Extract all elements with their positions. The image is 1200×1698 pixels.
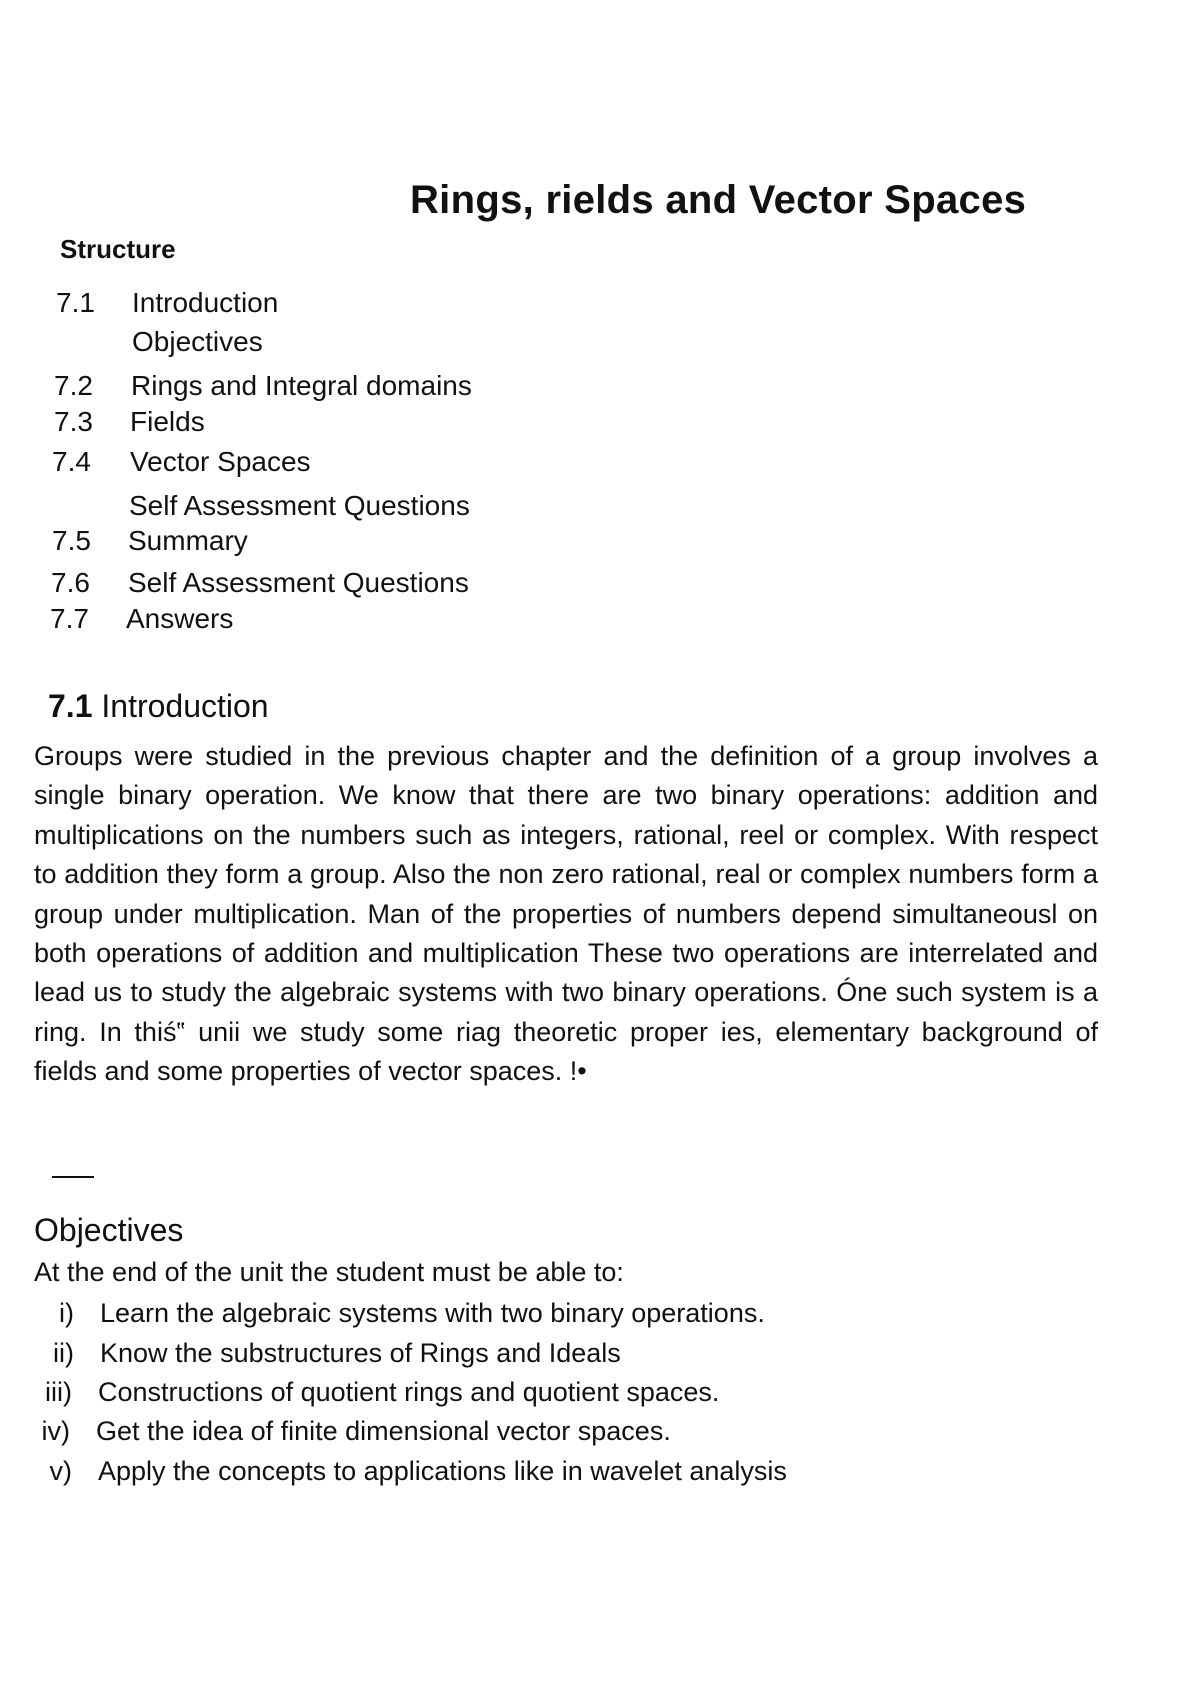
toc-number: 7.5 xyxy=(52,525,91,556)
objective-text: Learn the algebraic systems with two binary operations. xyxy=(100,1298,765,1328)
toc-label: Objectives xyxy=(132,326,263,357)
section-heading-introduction xyxy=(48,688,269,725)
objective-number: iii) xyxy=(45,1377,72,1407)
toc-label: Rings and Integral domains xyxy=(131,370,472,401)
toc-number: 7.2 xyxy=(54,370,93,401)
introduction-paragraph xyxy=(34,737,1098,1092)
toc-label: Self Assessment Questions xyxy=(128,567,469,598)
section-number: 7.1 xyxy=(48,688,93,724)
objective-text: Get the idea of finite dimensional vector spaces. xyxy=(96,1416,671,1446)
objectives-heading: Objectives xyxy=(34,1212,184,1248)
toc-label: Self Assessment Questions xyxy=(129,490,470,521)
objectives-intro: At the end of the unit the student must be able to: xyxy=(34,1257,624,1287)
toc-number: 7.1 xyxy=(56,287,95,318)
underline-mark xyxy=(52,1176,94,1178)
toc-label: Summary xyxy=(128,525,248,556)
toc-number: 7.4 xyxy=(52,446,91,477)
objective-number: ii) xyxy=(53,1338,74,1368)
objective-number: i) xyxy=(59,1298,74,1328)
toc-label: Introduction xyxy=(132,287,279,318)
toc-number: 7.3 xyxy=(54,406,93,437)
toc-label: Vector Spaces xyxy=(130,446,311,477)
toc-number: 7.7 xyxy=(50,603,89,634)
structure-heading: Structure xyxy=(60,234,176,264)
document-title: Rings, rields and Vector Spaces xyxy=(410,178,1027,222)
introduction-text: Groups were studied in the previous chapter and the definition of a group involves a single binary operation. We know that there are two binary operations: addition and multiplications on the numbers such as integers, rational, reel or complex. With respect to addition they form a group. Also the non zero rational, real or complex numbers form a group under multiplication. Man of the properties of numbers depend simultaneousl on both operations of addition and multiplication These two operations are interrelated and lead us to study the algebraic systems with two binary operations. Óne such system is a ring. In thiś‟ unii we study some riag theoretic proper ies, elementary background of fields and some properties of vector spaces. !• xyxy=(34,741,1098,1087)
section-title: Introduction xyxy=(101,688,269,724)
toc-number: 7.6 xyxy=(51,567,90,598)
objective-number: v) xyxy=(49,1456,72,1486)
toc-label: Answers xyxy=(126,603,234,634)
objective-number: iv) xyxy=(41,1416,70,1446)
objective-text: Know the substructures of Rings and Ideals xyxy=(100,1338,621,1368)
toc-label: Fields xyxy=(130,406,205,437)
objective-text: Constructions of quotient rings and quotient spaces. xyxy=(98,1377,720,1407)
objective-text: Apply the concepts to applications like in wavelet analysis xyxy=(98,1456,787,1486)
